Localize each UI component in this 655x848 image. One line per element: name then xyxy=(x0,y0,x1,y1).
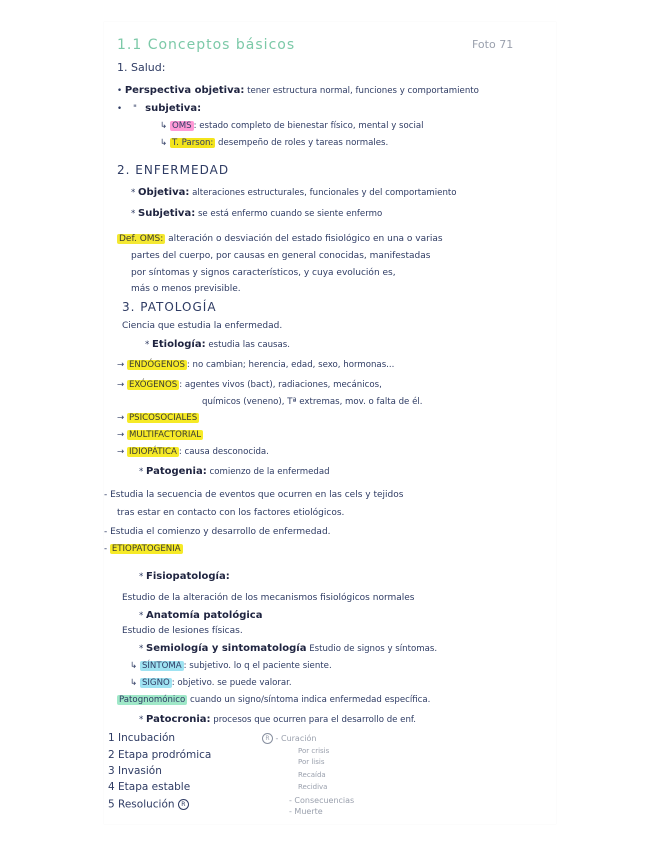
semiologia-line: * Semiología y sintomatología Estudio de signos y síntomas. xyxy=(139,643,438,654)
stage-item: 4 Etapa estable xyxy=(108,781,191,793)
idiopatica-label: IDIOPÁTICA xyxy=(128,447,177,457)
etiologia-line: * Etiología: estudia las causas. xyxy=(145,339,290,350)
idiopatica-line: → IDIOPÁTICA : causa desconocida. xyxy=(117,447,269,457)
patocronia-label: Patocronia: xyxy=(146,714,211,725)
signo-text: : objetivo. se puede valorar. xyxy=(171,678,292,688)
etiologia-text: estudia las causas. xyxy=(208,340,290,350)
patocronia-text: procesos que ocurren para el desarrollo de enf. xyxy=(213,715,417,725)
oms-highlight: OMS xyxy=(171,121,192,131)
resolucion-option: - Muerte xyxy=(289,807,323,816)
resolucion-option: Por crisis xyxy=(298,747,330,755)
etiopatogenia-line: - ETIOPATOGENIA xyxy=(104,544,181,554)
salud-objetiva-line: • Perspectiva objetiva: tener estructura normal, funciones y comportamiento xyxy=(117,85,479,96)
resolucion-options-header xyxy=(262,733,316,744)
page-reference: Foto 71 xyxy=(472,38,514,51)
patognomonico-line xyxy=(117,696,430,705)
enfermedad-subjetiva-text: se está enfermo cuando se siente enfermo xyxy=(197,209,383,219)
salud-subjetiva-line: • " subjetiva: xyxy=(117,103,202,114)
section-salud-heading: 1. Salud: xyxy=(117,61,166,74)
resolucion-option: - Consecuencias xyxy=(289,796,355,805)
salud-oms-text: : estado completo de bienestar físico, mental y social xyxy=(193,121,424,131)
salud-subjetiva-ditto: " xyxy=(133,104,137,114)
resolucion-option: - Curación xyxy=(275,734,317,743)
multifactorial-label: MULTIFACTORIAL xyxy=(128,430,202,440)
stage-item: 2 Etapa prodrómica xyxy=(108,749,212,761)
salud-parson-text: desempeño de roles y tareas normales. xyxy=(218,138,389,148)
anatomia-heading: * Anatomía patológica xyxy=(139,610,263,621)
def-oms-line1 xyxy=(117,235,443,244)
exogenos-line2: químicos (veneno), Tª extremas, mov. o falta de él. xyxy=(202,397,423,407)
salud-objetiva-label: Perspectiva objetiva: xyxy=(124,85,245,96)
patogenia-dash1-text1: Estudia la secuencia de eventos que ocurren en las cels y tejidos xyxy=(110,490,404,500)
semiologia-text: Estudio de signos y síntomas. xyxy=(309,644,438,654)
patogenia-dash1-line2: tras estar en contacto con los factores etiológicos. xyxy=(117,508,345,518)
patologia-intro: Ciencia que estudia la enfermedad. xyxy=(122,321,283,331)
fisiopatologia-label: Fisiopatología: xyxy=(146,571,230,582)
section-enfermedad-heading: 2. ENFERMEDAD xyxy=(117,163,230,177)
salud-objetiva-text: tener estructura normal, funciones y comportamiento xyxy=(247,86,479,96)
etiopatogenia-label: ETIOPATOGENIA xyxy=(111,544,181,554)
stage-resolucion-text: 5 Resolución xyxy=(108,798,175,811)
resolucion-option: Recaída xyxy=(298,771,326,779)
resolucion-option: Por lisis xyxy=(298,758,325,766)
exogenos-label: EXÓGENOS xyxy=(128,380,178,390)
endogenos-line: → ENDÓGENOS : no cambian; herencia, edad, sexo, hormonas... xyxy=(117,360,395,370)
enfermedad-subjetiva-line: * Subjetiva: se está enfermo cuando se siente enfermo xyxy=(131,208,383,219)
anatomia-label: Anatomía patológica xyxy=(146,610,263,621)
exogenos-text: : agentes vivos (bact), radiaciones, mecánicos, xyxy=(179,380,382,390)
enfermedad-objetiva-label: Objetiva: xyxy=(138,187,190,198)
endogenos-text: : no cambian; herencia, edad, sexo, hormonas... xyxy=(186,360,395,370)
semiologia-label: Semiología y sintomatología xyxy=(146,643,307,654)
stage-item: 1 Incubación xyxy=(108,732,176,744)
section-patologia-heading: 3. PATOLOGÍA xyxy=(122,300,217,314)
etiologia-label: Etiología: xyxy=(152,339,206,350)
fisiopatologia-heading: * Fisiopatología: xyxy=(139,571,230,582)
fisiopatologia-text: Estudio de la alteración de los mecanismos fisiológicos normales xyxy=(122,593,415,603)
psicosociales-line: → PSICOSOCIALES xyxy=(117,413,198,423)
stage-item: 3 Invasión xyxy=(108,765,162,777)
patogenia-dash2-line: - Estudia el comienzo y desarrollo de enfermedad. xyxy=(104,527,331,537)
patognomonico-label: Patognomónico xyxy=(119,695,186,705)
page-title: 1.1 Conceptos básicos xyxy=(117,37,296,53)
salud-oms-line: ↳ OMS : estado completo de bienestar físico, mental y social xyxy=(160,121,424,131)
resolucion-circle-marker: R xyxy=(178,799,189,810)
enfermedad-objetiva-text: alteraciones estructurales, funcionales y del comportamiento xyxy=(192,188,457,198)
enfermedad-subjetiva-label: Subjetiva: xyxy=(138,208,196,219)
resolucion-circle-marker: R xyxy=(262,733,273,744)
stage-item-resolucion xyxy=(108,799,189,810)
enfermedad-objetiva-line: * Objetiva: alteraciones estructurales, funcionales y del comportamiento xyxy=(131,187,457,198)
def-oms-text1: alteración o desviación del estado fisiológico en una o varias xyxy=(168,234,443,244)
signo-line: ↳ SIGNO : objetivo. se puede valorar. xyxy=(130,678,292,688)
signo-label: SIGNO xyxy=(141,678,170,688)
sintoma-line: ↳ SÍNTOMA : subjetivo. lo q el paciente siente. xyxy=(130,661,332,671)
endogenos-label: ENDÓGENOS xyxy=(128,360,185,370)
sintoma-label: SÍNTOMA xyxy=(141,661,182,671)
salud-subjetiva-label: subjetiva: xyxy=(145,103,202,114)
anatomia-text: Estudio de lesiones físicas. xyxy=(122,626,243,636)
psicosociales-label: PSICOSOCIALES xyxy=(128,413,198,423)
def-oms-line2: partes del cuerpo, por causas en general conocidas, manifestadas xyxy=(131,251,431,261)
def-oms-line3: por síntomas y signos característicos, y cuya evolución es, xyxy=(131,268,396,278)
idiopatica-text: : causa desconocida. xyxy=(178,447,269,457)
patogenia-line: * Patogenia: comienzo de la enfermedad xyxy=(139,466,330,477)
resolucion-option: Recidiva xyxy=(298,783,328,791)
patocronia-line: * Patocronia: procesos que ocurren para el desarrollo de enf. xyxy=(139,714,417,725)
exogenos-line: → EXÓGENOS : agentes vivos (bact), radiaciones, mecánicos, xyxy=(117,380,382,390)
def-oms-label: Def. OMS: xyxy=(119,234,164,244)
patogenia-dash2-text: Estudia el comienzo y desarrollo de enfermedad. xyxy=(110,527,331,537)
multifactorial-line: → MULTIFACTORIAL xyxy=(117,430,202,440)
patognomonico-text: cuando un signo/síntoma indica enfermedad específica. xyxy=(190,695,431,705)
def-oms-line4: más o menos previsible. xyxy=(131,284,241,294)
salud-parson-line: ↳ T. Parson: desempeño de roles y tareas normales. xyxy=(160,138,389,148)
patogenia-label: Patogenia: xyxy=(146,466,207,477)
sintoma-text: : subjetivo. lo q el paciente siente. xyxy=(183,661,332,671)
patogenia-text: comienzo de la enfermedad xyxy=(209,467,330,477)
parson-highlight: T. Parson: xyxy=(171,138,214,148)
patogenia-dash1-line1: - Estudia la secuencia de eventos que ocurren en las cels y tejidos xyxy=(104,490,404,500)
